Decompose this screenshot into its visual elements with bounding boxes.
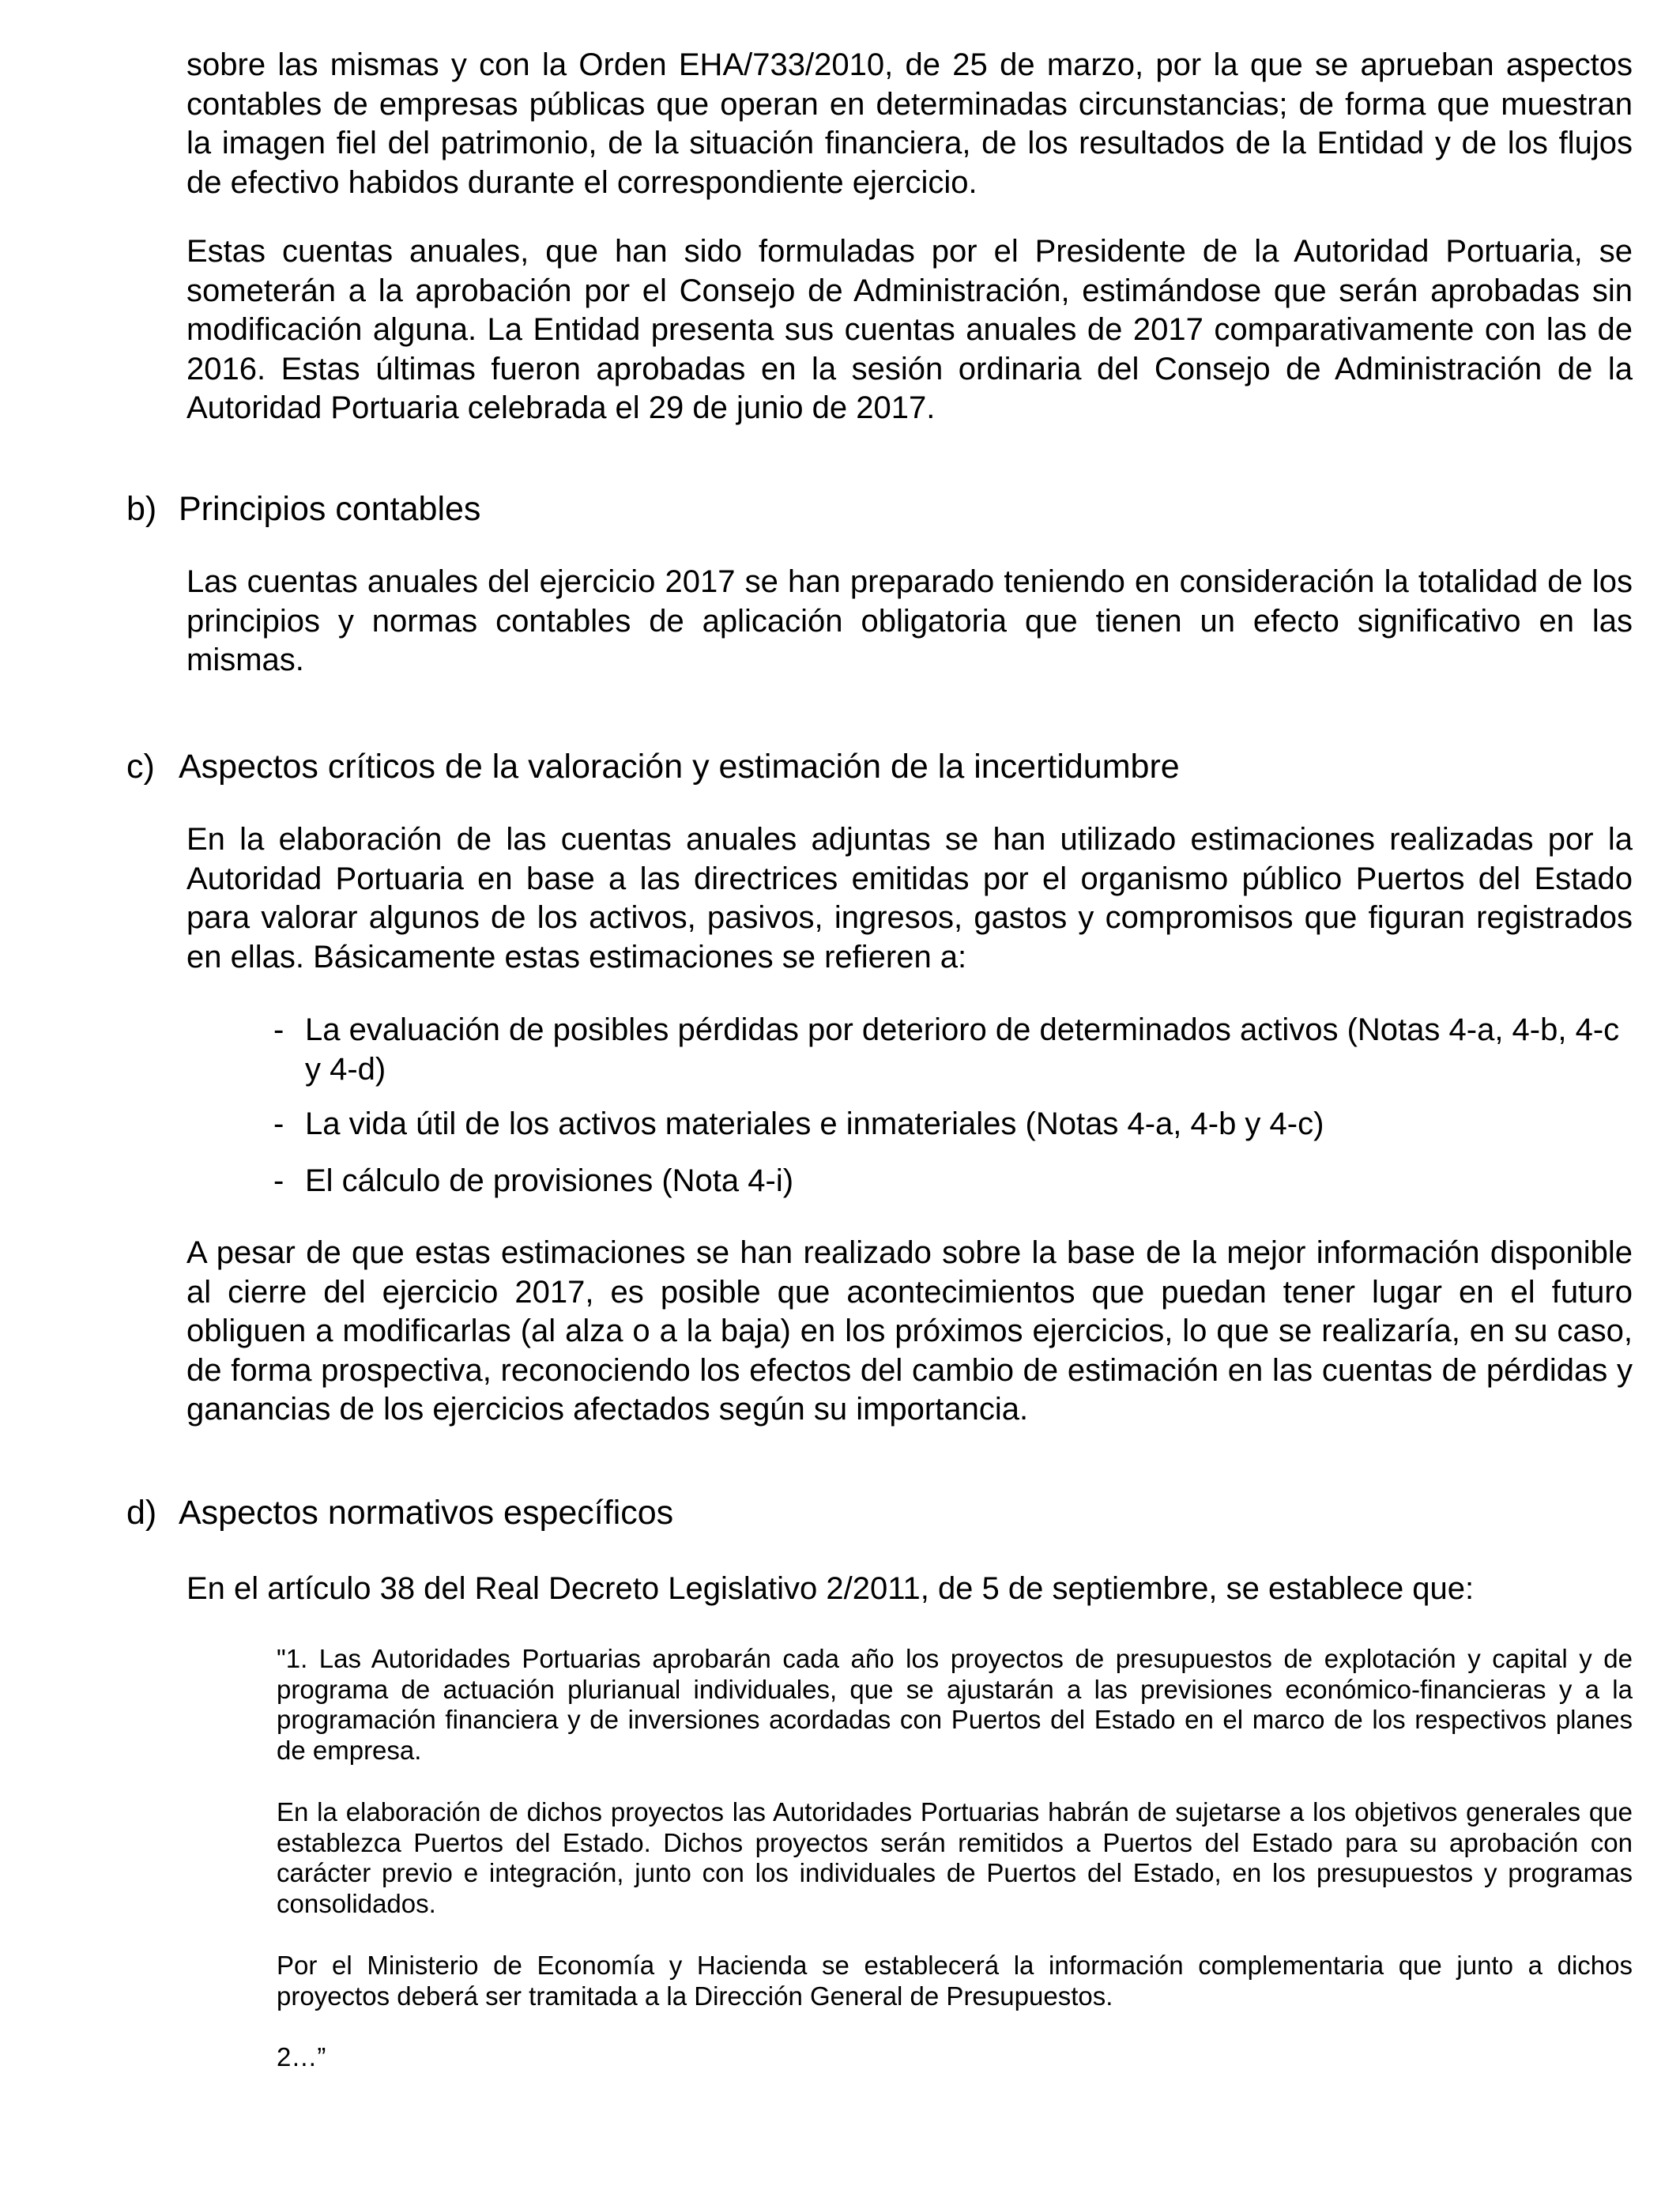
section-c-title: Aspectos críticos de la valoración y estimación de la incertidumbre [179,748,1180,786]
paragraph-accounting-framework: sobre las mismas y con la Orden EHA/733/2010, de 25 de marzo, por la que se aprueban aspectos contables de empresas públicas que operan en determinadas circunstancias; de forma que muestran la imagen fiel del patrimonio, de la situación financiera, de los resultados de la Entidad y de los flujos de efectivo habidos durante el correspondiente ejercicio. [186,47,1633,200]
legal-quote-paragraph-4: 2…” [277,2042,326,2071]
bullet-dash: - [273,1106,284,1141]
heading-section-c [126,746,1180,787]
bullet-text: El cálculo de provisiones (Nota 4-i) [305,1163,794,1198]
heading-section-b [126,488,480,530]
paragraph-annual-accounts-approval: Estas cuentas anuales, que han sido formuladas por el Presidente de la Autoridad Portuaria, se someterán a la aprobación por el Consejo de Administración, estimándose que serán aprobadas sin modificación alguna. La Entidad presenta sus cuentas anuales de 2017 comparativamente con las de 2016. Estas últimas fueron aprobadas en la sesión ordinaria del Consejo de Administración de la Autoridad Portuaria celebrada el 29 de junio de 2017. [186,234,1633,425]
list-item [273,1011,1633,1089]
section-b-body: Las cuentas anuales del ejercicio 2017 se han preparado teniendo en consideración la totalidad de los principios y normas contables de aplicación obligatoria que tienen un efecto significativo en las mismas. [186,564,1633,677]
list-item [273,1162,1633,1201]
legal-quote-paragraph-3: Por el Ministerio de Economía y Hacienda se establecerá la información complementaria que junto a dichos proyectos deberá ser tramitada a la Dirección General de Presupuestos. [277,1951,1633,2011]
bullet-dash: - [273,1163,284,1198]
bullet-text: La evaluación de posibles pérdidas por deterioro de determinados activos (Notas 4-a, 4-b, 4-c y 4-d) [305,1012,1620,1087]
heading-section-d [126,1492,673,1533]
section-c-letter: c) [126,748,155,786]
section-d-title: Aspectos normativos específicos [179,1494,674,1532]
section-b-title: Principios contables [179,490,481,528]
section-b-letter: b) [126,490,157,528]
section-d-letter: d) [126,1494,157,1532]
section-c-intro: En la elaboración de las cuentas anuales adjuntas se han utilizado estimaciones realizadas por la Autoridad Portuaria en base a las directrices emitidas por el organismo público Puertos del Estado para valorar algunos de los activos, pasivos, ingresos, gastos y compromisos que figuran registrados en ellas. Básicamente estas estimaciones se refieren a: [186,822,1633,974]
list-item [273,1105,1633,1144]
bullet-dash: - [273,1012,284,1047]
legal-quote-paragraph-2: En la elaboración de dichos proyectos las Autoridades Portuarias habrán de sujetarse a los objetivos generales que establezca Puertos del Estado. Dichos proyectos serán remitidos a Puertos del Estado para su aprobación con carácter previo e integración, junto con los individuales de Puertos del Estado, en los presupuestos y programas consolidados. [277,1797,1633,1918]
section-c-closing: A pesar de que estas estimaciones se han realizado sobre la base de la mejor información disponible al cierre del ejercicio 2017, es posible que acontecimientos que puedan tener lugar en el futuro obliguen a modificarlas (al alza o a la baja) en los próximos ejercicios, lo que se realizaría, en su caso, de forma prospectiva, reconociendo los efectos del cambio de estimación en las cuentas de pérdidas y ganancias de los ejercicios afectados según su importancia. [186,1235,1633,1427]
legal-quote-paragraph-1: "1. Las Autoridades Portuarias aprobarán cada año los proyectos de presupuestos de explotación y capital y de programa de actuación plurianual individuales, que se ajustarán a las previsiones económico-financieras y a la programación financiera y de inversiones acordadas con Puertos del Estado en el marco de los respectivos planes de empresa. [277,1644,1633,1765]
bullet-text: La vida útil de los activos materiales e inmateriales (Notas 4-a, 4-b y 4-c) [305,1106,1324,1141]
section-d-intro: En el artículo 38 del Real Decreto Legislativo 2/2011, de 5 de septiembre, se establece que: [186,1571,1475,1606]
